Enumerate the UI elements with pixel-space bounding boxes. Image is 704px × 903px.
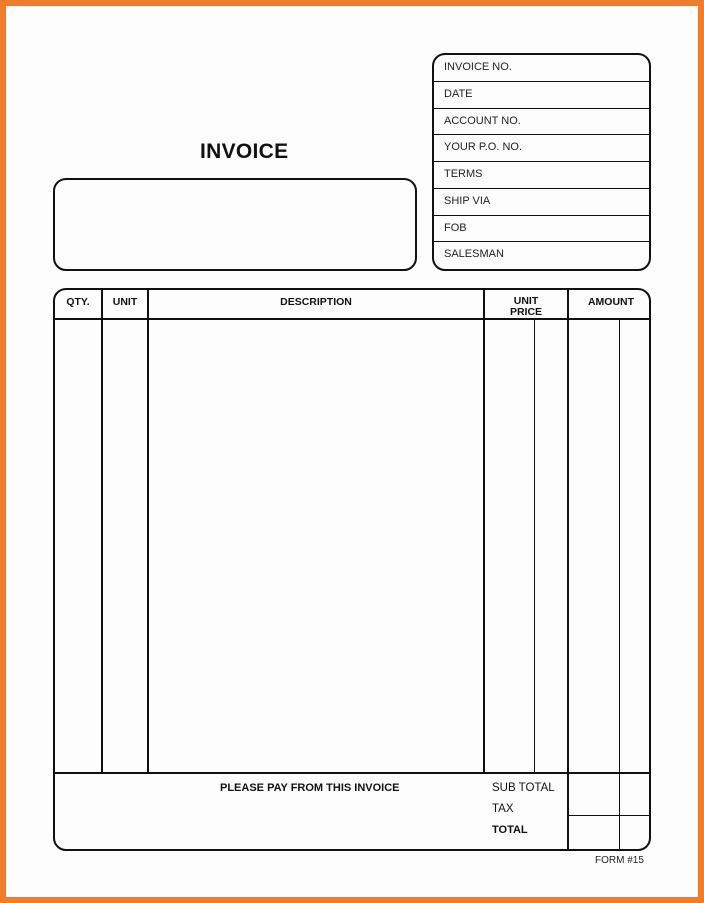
- info-row-terms[interactable]: [434, 162, 649, 189]
- info-label: ACCOUNT NO.: [444, 114, 521, 127]
- customer-address-box[interactable]: [53, 178, 417, 271]
- info-label: YOUR P.O. NO.: [444, 141, 523, 154]
- header-divider: [55, 318, 651, 320]
- info-row-po-no[interactable]: [434, 135, 649, 162]
- header-qty: QTY.: [66, 296, 90, 308]
- total-row-divider: [568, 815, 651, 816]
- col-divider: [101, 290, 103, 774]
- info-label: INVOICE NO.: [444, 61, 512, 73]
- tax-label: TAX: [492, 803, 514, 815]
- footer-divider: [55, 772, 651, 774]
- col-divider: [483, 290, 485, 774]
- info-label: SHIP VIA: [444, 194, 491, 207]
- header-description: DESCRIPTION: [280, 296, 352, 308]
- header-unit: UNIT: [112, 296, 138, 308]
- info-label: FOB: [444, 221, 467, 234]
- cents-divider: [619, 319, 620, 851]
- cents-divider: [534, 319, 535, 773]
- sub-total-label: SUB TOTAL: [492, 782, 555, 794]
- pay-message: PLEASE PAY FROM THIS INVOICE: [220, 782, 400, 794]
- header-unit-price: [485, 296, 567, 318]
- form-number: FORM #15: [595, 855, 644, 866]
- header-amount: AMOUNT: [587, 296, 635, 308]
- total-label: TOTAL: [492, 824, 528, 836]
- page-title: INVOICE: [200, 140, 289, 163]
- col-divider: [147, 290, 149, 774]
- col-divider: [567, 290, 569, 851]
- info-row-ship-via[interactable]: [434, 189, 649, 216]
- info-label: SALESMAN: [444, 248, 504, 261]
- info-row-date[interactable]: [434, 82, 649, 109]
- info-row-salesman[interactable]: [434, 242, 649, 269]
- header-unit-price-line2: PRICE: [509, 306, 543, 318]
- line-items-table: [53, 288, 651, 851]
- invoice-info-box: [432, 53, 651, 271]
- info-row-fob[interactable]: [434, 216, 649, 243]
- info-row-account-no[interactable]: [434, 109, 649, 136]
- header-unit-price-line1: UNIT: [513, 295, 539, 307]
- info-label: DATE: [444, 87, 473, 100]
- info-label: TERMS: [444, 168, 483, 180]
- info-row-invoice-no[interactable]: [434, 55, 649, 82]
